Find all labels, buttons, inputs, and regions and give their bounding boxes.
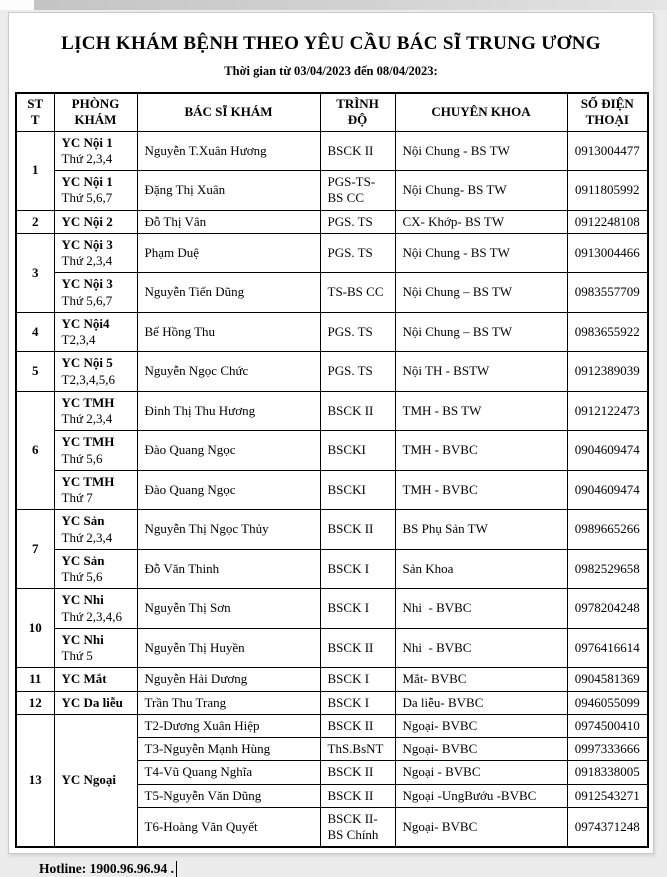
doctor-cell: Nguyễn Hải Dương <box>137 668 320 691</box>
room-name: YC Nhi <box>61 592 104 608</box>
room-days: Thứ 2,3,4 <box>61 150 113 166</box>
table-row <box>16 431 648 471</box>
phone-cell: 0989665266 <box>567 510 648 550</box>
degree-cell: BSCK II <box>320 391 395 431</box>
stt-cell: 10 <box>16 589 54 668</box>
phone-cell: 0913004466 <box>567 233 648 273</box>
degree-cell: BSCK II <box>320 761 395 784</box>
specialty-cell: TMH - BS TW <box>395 391 567 431</box>
specialty-cell: Nội Chung – BS TW <box>395 273 567 313</box>
window-top-strip-segment <box>0 0 34 10</box>
room-cell <box>54 691 137 714</box>
table-row <box>16 233 648 273</box>
room-days: Thứ 5 <box>61 648 93 663</box>
table-row <box>16 510 648 550</box>
phone-cell: 0976416614 <box>567 628 648 668</box>
room-cell <box>54 431 137 471</box>
column-header-degree: TRÌNH ĐỘ <box>320 93 395 131</box>
room-cell <box>54 273 137 313</box>
specialty-cell: TMH - BVBC <box>395 431 567 471</box>
room-cell <box>54 352 137 392</box>
degree-cell: BSCK I <box>320 589 395 629</box>
table-row <box>16 549 648 589</box>
degree-cell: BSCK II <box>320 714 395 737</box>
phone-cell: 0983557709 <box>567 273 648 313</box>
room-cell <box>54 714 137 847</box>
phone-cell: 0912122473 <box>567 391 648 431</box>
degree-cell: BSCKI <box>320 470 395 510</box>
doctor-cell: T6-Hoàng Văn Quyết <box>137 807 320 847</box>
room-name: YC Nội 5 <box>61 355 113 371</box>
specialty-cell: Ngoại - BVBC <box>395 761 567 784</box>
table-row <box>16 171 648 211</box>
stt-cell: 12 <box>16 691 54 714</box>
phone-cell: 0974371248 <box>567 807 648 847</box>
room-cell <box>54 391 137 431</box>
degree-cell: BSCK II <box>320 784 395 807</box>
phone-cell: 0904581369 <box>567 668 648 691</box>
doctor-cell: Đinh Thị Thu Hương <box>137 391 320 431</box>
doctor-cell: Đỗ Thị Vân <box>137 210 320 233</box>
stt-cell: 6 <box>16 391 54 510</box>
degree-cell: BSCK I <box>320 668 395 691</box>
doctor-cell: Đặng Thị Xuân <box>137 171 320 211</box>
table-row <box>16 131 648 171</box>
stt-cell: 2 <box>16 210 54 233</box>
doctor-cell: T2-Dương Xuân Hiệp <box>137 714 320 737</box>
room-name: YC Nội 1 <box>61 174 113 189</box>
specialty-cell: Nội Chung – BS TW <box>395 312 567 352</box>
specialty-cell: TMH - BVBC <box>395 470 567 510</box>
doctor-cell: T3-Nguyễn Mạnh Hùng <box>137 738 320 761</box>
degree-cell: BSCK II <box>320 131 395 171</box>
room-name: YC Sản <box>61 552 105 568</box>
room-days: Thứ 5,6 <box>61 450 103 466</box>
phone-cell: 0911805992 <box>567 171 648 211</box>
room-days: Thứ 7 <box>61 490 93 505</box>
table-row <box>16 352 648 392</box>
table-header-row <box>16 93 648 131</box>
phone-cell: 0904609474 <box>567 470 648 510</box>
doctor-cell: Đào Quang Ngọc <box>137 470 320 510</box>
doctor-cell: Nguyễn Ngọc Chức <box>137 352 320 392</box>
doctor-cell: Nguyễn Thị Sơn <box>137 589 320 629</box>
doctor-cell: Phạm Duệ <box>137 233 320 273</box>
room-days: Thứ 5,6,7 <box>61 190 113 206</box>
phone-cell: 0912543271 <box>567 784 648 807</box>
room-name: YC Nội 1 <box>61 134 113 150</box>
room-name: YC Nội 2 <box>61 213 113 229</box>
specialty-cell: Ngoại- BVBC <box>395 738 567 761</box>
doctor-cell: T5-Nguyễn Văn Dũng <box>137 784 320 807</box>
room-name: YC Da liễu <box>61 694 123 710</box>
phone-cell: 0913004477 <box>567 131 648 171</box>
degree-cell: PGS. TS <box>320 210 395 233</box>
room-cell <box>54 312 137 352</box>
specialty-cell: Nội Chung - BS TW <box>395 131 567 171</box>
table-row <box>16 312 648 352</box>
stt-cell: 7 <box>16 510 54 589</box>
table-row <box>16 470 648 510</box>
doctor-cell: Nguyễn T.Xuân Hương <box>137 131 320 171</box>
column-header-phone: SỐ ĐIỆN THOẠI <box>567 93 648 131</box>
doctor-cell: Đào Quang Ngọc <box>137 431 320 471</box>
specialty-cell: Nhi - BVBC <box>395 589 567 629</box>
degree-cell: PGS-TS-BS CC <box>320 171 395 211</box>
table-row <box>16 391 648 431</box>
table-row <box>16 691 648 714</box>
doctor-cell: Nguyễn Thị Huyền <box>137 628 320 668</box>
phone-cell: 0978204248 <box>567 589 648 629</box>
specialty-cell: Nội Chung- BS TW <box>395 171 567 211</box>
phone-cell: 0974500410 <box>567 714 648 737</box>
doctor-cell: Trần Thu Trang <box>137 691 320 714</box>
column-header-specialty: CHUYÊN KHOA <box>395 93 567 131</box>
room-name: YC Nhi <box>61 631 104 647</box>
room-cell <box>54 510 137 550</box>
hotline-text: Hotline: 1900.96.96.94 . <box>39 861 174 877</box>
doctor-cell: Nguyễn Tiến Dũng <box>137 273 320 313</box>
doctor-cell: Bế Hồng Thu <box>137 312 320 352</box>
specialty-cell: Sản Khoa <box>395 549 567 589</box>
window-top-strip <box>0 0 667 10</box>
phone-cell: 0918338005 <box>567 761 648 784</box>
room-cell <box>54 589 137 629</box>
room-cell <box>54 668 137 691</box>
phone-cell: 0912389039 <box>567 352 648 392</box>
room-cell <box>54 549 137 589</box>
room-name: YC Ngoại <box>61 772 117 788</box>
schedule-table <box>15 92 649 848</box>
stt-cell: 13 <box>16 714 54 847</box>
specialty-cell: BS Phụ Sản TW <box>395 510 567 550</box>
table-row <box>16 668 648 691</box>
column-header-doctor: BÁC SĨ KHÁM <box>137 93 320 131</box>
phone-cell: 0983655922 <box>567 312 648 352</box>
room-days: Thứ 5,6,7 <box>61 292 113 308</box>
room-days: Thứ 2,3,4 <box>61 529 113 545</box>
degree-cell: BSCKI <box>320 431 395 471</box>
stt-cell: 3 <box>16 233 54 312</box>
room-cell <box>54 171 137 211</box>
table-row <box>16 210 648 233</box>
doctor-cell: Nguyễn Thị Ngọc Thủy <box>137 510 320 550</box>
room-cell <box>54 233 137 273</box>
degree-cell: PGS. TS <box>320 352 395 392</box>
doctor-cell: T4-Vũ Quang Nghĩa <box>137 761 320 784</box>
specialty-cell: Ngoại -UngBướu -BVBC <box>395 784 567 807</box>
stt-cell: 4 <box>16 312 54 352</box>
table-row <box>16 589 648 629</box>
room-name: YC Nội4 <box>61 315 110 331</box>
room-name: YC Nội 3 <box>61 276 113 292</box>
stt-cell: 11 <box>16 668 54 691</box>
phone-cell: 0946055099 <box>567 691 648 714</box>
degree-cell: BSCK I <box>320 691 395 714</box>
room-cell <box>54 628 137 668</box>
room-days: Thứ 5,6 <box>61 569 103 584</box>
degree-cell: BSCK II- BS Chính <box>320 807 395 847</box>
specialty-cell: Ngoại- BVBC <box>395 807 567 847</box>
room-name: YC Mắt <box>61 671 107 687</box>
degree-cell: TS-BS CC <box>320 273 395 313</box>
date-range: Thời gian từ 03/04/2023 đến 08/04/2023: <box>224 64 438 78</box>
table-row <box>16 628 648 668</box>
table-row <box>16 714 648 737</box>
room-cell <box>54 470 137 510</box>
phone-cell: 0912248108 <box>567 210 648 233</box>
specialty-cell: Da liễu- BVBC <box>395 691 567 714</box>
room-name: YC Sản <box>61 513 105 529</box>
specialty-cell: Mắt- BVBC <box>395 668 567 691</box>
room-cell <box>54 210 137 233</box>
room-name: YC TMH <box>61 473 115 489</box>
table-row <box>16 273 648 313</box>
room-days: Thứ 2,3,4 <box>61 253 113 268</box>
phone-cell: 0982529658 <box>567 549 648 589</box>
document-page <box>8 12 654 877</box>
specialty-cell: Nội TH - BSTW <box>395 352 567 392</box>
degree-cell: ThS.BsNT <box>320 738 395 761</box>
degree-cell: PGS. TS <box>320 233 395 273</box>
degree-cell: BSCK I <box>320 549 395 589</box>
degree-cell: PGS. TS <box>320 312 395 352</box>
specialty-cell: Nhi - BVBC <box>395 628 567 668</box>
column-header-stt: STT <box>16 93 54 131</box>
specialty-cell: Nội Chung - BS TW <box>395 233 567 273</box>
stt-cell: 1 <box>16 131 54 210</box>
degree-cell: BSCK II <box>320 628 395 668</box>
room-name: YC Nội 3 <box>61 236 113 252</box>
room-cell <box>54 131 137 171</box>
column-header-room: PHÒNG KHÁM <box>54 93 137 131</box>
doctor-cell: Đỗ Văn Thinh <box>137 549 320 589</box>
stt-cell: 5 <box>16 352 54 392</box>
phone-cell: 0904609474 <box>567 431 648 471</box>
phone-cell: 0997333666 <box>567 738 648 761</box>
room-days: Thứ 2,3,4 <box>61 411 113 426</box>
document-title: LỊCH KHÁM BỆNH THEO YÊU CẦU BÁC SĨ TRUNG ƯƠNG <box>61 33 601 54</box>
room-days: T2,3,4 <box>61 332 96 347</box>
specialty-cell: Ngoại- BVBC <box>395 714 567 737</box>
degree-cell: BSCK II <box>320 510 395 550</box>
room-name: YC TMH <box>61 434 115 450</box>
room-name: YC TMH <box>61 394 115 410</box>
room-days: Thứ 2,3,4,6 <box>61 608 122 624</box>
room-days: T2,3,4,5,6 <box>61 371 115 387</box>
specialty-cell: CX- Khớp- BS TW <box>395 210 567 233</box>
